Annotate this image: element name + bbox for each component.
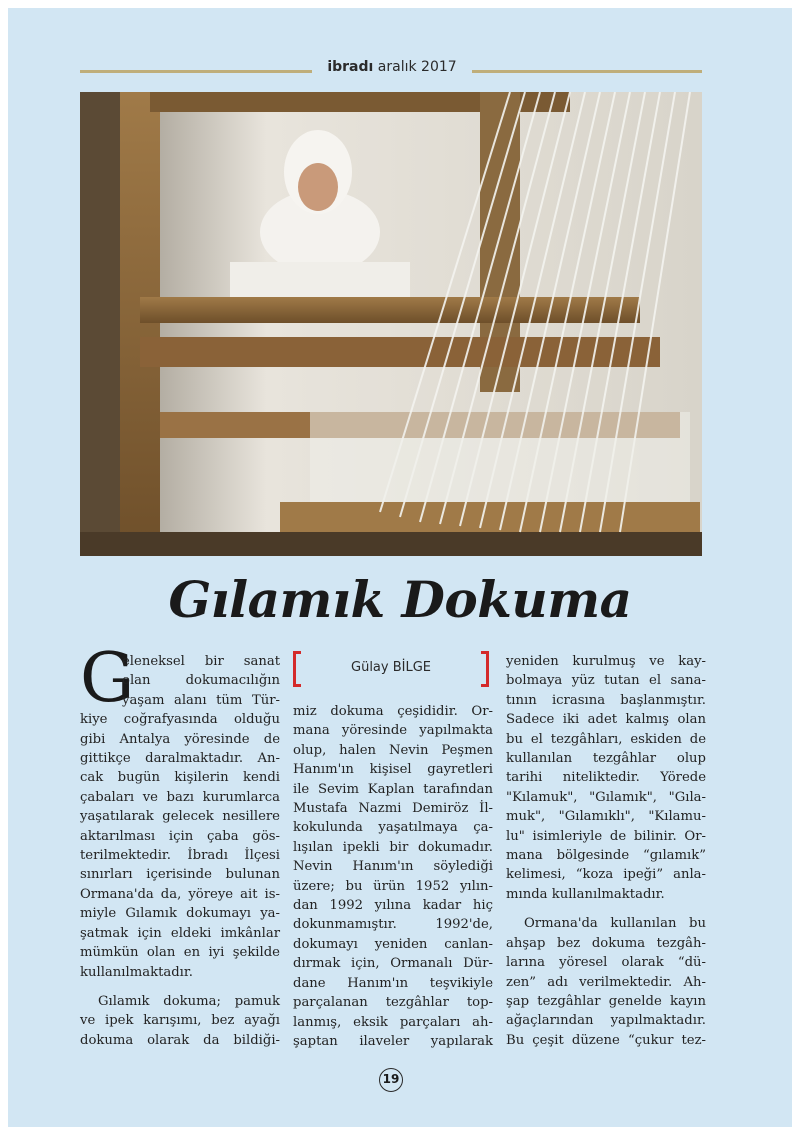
text-line: kiye coğrafyasında olduğu	[80, 712, 280, 728]
text-line: mana bölgesinde “gılamık”	[506, 848, 706, 864]
text-line: Nevin Hanım'ın söylediği	[293, 859, 493, 875]
text-line: mana yöresinde yapılmakta	[293, 723, 493, 739]
text-line: ahşap bez dokuma tezgâh-	[506, 935, 706, 951]
text-line: yeniden kurulmuş ve kay-	[506, 654, 706, 669]
text-line: dane Hanım'ın teşvikiyle	[293, 975, 493, 991]
text-line: kokulunda yaşatılmaya ça-	[293, 820, 493, 836]
text-line: parçalanan tezgâhlar top-	[293, 995, 493, 1011]
text-line: şaptan ilaveler yapılarak	[293, 1033, 493, 1049]
text-line: cak bugün kişilerin kendi	[80, 770, 280, 786]
header-brand: ibradı	[327, 59, 374, 75]
text-line: muk", "Gılamıklı", "Kılamu-	[506, 809, 706, 825]
header-rule-left	[80, 70, 312, 73]
text-line: kullanılan tezgâhlar olup	[506, 751, 706, 767]
text-line: olup, halen Nevin Peşmen	[293, 742, 493, 758]
column-2	[293, 702, 493, 1051]
text-line: tının icrasına başlanmıştır.	[506, 692, 706, 708]
author-bracket-right	[481, 651, 489, 687]
text-line: mında kullanılmaktadır.	[506, 886, 665, 902]
text-line: miyle Gılamık dokumayı ya-	[80, 906, 280, 922]
text-line: gibi Antalya yöresinde de	[80, 731, 280, 747]
author-name: Gülay BİLGE	[351, 660, 431, 675]
text-line: ağaçlarından yapılmaktadır.	[506, 1013, 706, 1029]
page-number: 19	[379, 1068, 403, 1092]
drop-cap: G	[80, 639, 135, 718]
text-line: Hanım'ın kişisel gayretleri	[293, 762, 493, 778]
text-line: "Kılamuk", "Gılamık", "Gıla-	[506, 789, 706, 805]
text-line: olan dokumacılığın	[122, 673, 280, 689]
text-line: dokuma olarak da bildiği-	[80, 1032, 280, 1048]
running-header	[80, 58, 702, 84]
text-line: miz dokuma çeşididir. Or-	[293, 704, 493, 719]
column-1	[80, 652, 280, 1050]
text-line: ile Sevim Kaplan tarafından	[293, 781, 493, 797]
column-3	[506, 652, 706, 1050]
text-line: larına yöresel olarak “dü-	[506, 955, 706, 971]
header-rule-right	[472, 70, 702, 73]
text-line: aktarılması için çaba gös-	[80, 828, 280, 844]
text-line: dan 1992 yılına kadar hiç	[293, 898, 493, 914]
paragraph-gap	[80, 982, 280, 992]
text-line: gittikçe daralmaktadır. An-	[80, 751, 280, 767]
text-line: Gılamık dokuma; pamuk	[98, 993, 280, 1009]
text-line: Mustafa Nazmi Demiröz İl-	[293, 801, 493, 817]
author-bracket-left	[293, 651, 301, 687]
paragraph-gap	[506, 904, 706, 914]
header-text	[312, 59, 472, 75]
text-line: kullanılmaktadır.	[80, 964, 193, 980]
text-line: Ormana'da kullanılan bu	[524, 916, 706, 932]
article-title: Gılamık Dokuma	[168, 570, 632, 629]
text-line: tarihi niteliktedir. Yörede	[506, 770, 706, 786]
text-line: lu" isimleriyle de bilinir. Or-	[506, 828, 706, 844]
text-line: bu el tezgâhları, eskiden de	[506, 731, 706, 747]
header-issue: aralık 2017	[377, 59, 457, 75]
text-line: şap tezgâhlar genelde kayın	[506, 993, 706, 1009]
text-line: dokumayı yeniden canlan-	[293, 936, 493, 952]
text-line: terilmektedir. İbradı İlçesi	[80, 848, 280, 864]
text-line: bolmaya yüz tutan el sana-	[506, 673, 706, 689]
text-line: şatmak için eldeki imkânlar	[80, 925, 280, 941]
loom-photo-illustration	[80, 92, 702, 556]
text-line: zen” adı verilmektedir. Ah-	[506, 974, 706, 990]
text-line: mümkün olan en iyi şekilde	[80, 945, 280, 961]
text-line: Ormana'da da, yöreye ait is-	[80, 886, 280, 902]
author-box	[293, 651, 489, 687]
text-line: Sadece iki adet kalmış olan	[506, 712, 706, 728]
text-line: yaşam alanı tüm Tür-	[122, 692, 280, 708]
text-line: dırmak için, Ormanalı Dür-	[293, 956, 493, 972]
text-line: lışılan ipekli bir dokumadır.	[293, 839, 493, 855]
text-line: dokunmamıştır. 1992'de,	[293, 917, 493, 933]
text-line: Bu çeşit düzene “çukur tez-	[506, 1032, 706, 1048]
loom-photo	[80, 92, 702, 556]
text-line: çabaları ve bazı kurumlarca	[80, 789, 280, 805]
text-line: ve ipek karışımı, bez ayağı	[80, 1013, 280, 1029]
text-line: üzere; bu ürün 1952 yılın-	[293, 878, 493, 894]
text-line: eleneksel bir sanat	[122, 654, 280, 669]
text-line: lanmış, eksik parçaları ah-	[293, 1014, 493, 1030]
text-line: sınırları içerisinde bulunan	[80, 867, 280, 883]
text-line: kelimesi, “koza ipeği” anla-	[506, 867, 706, 883]
text-line: yaşatılarak gelecek nesillere	[80, 809, 280, 825]
